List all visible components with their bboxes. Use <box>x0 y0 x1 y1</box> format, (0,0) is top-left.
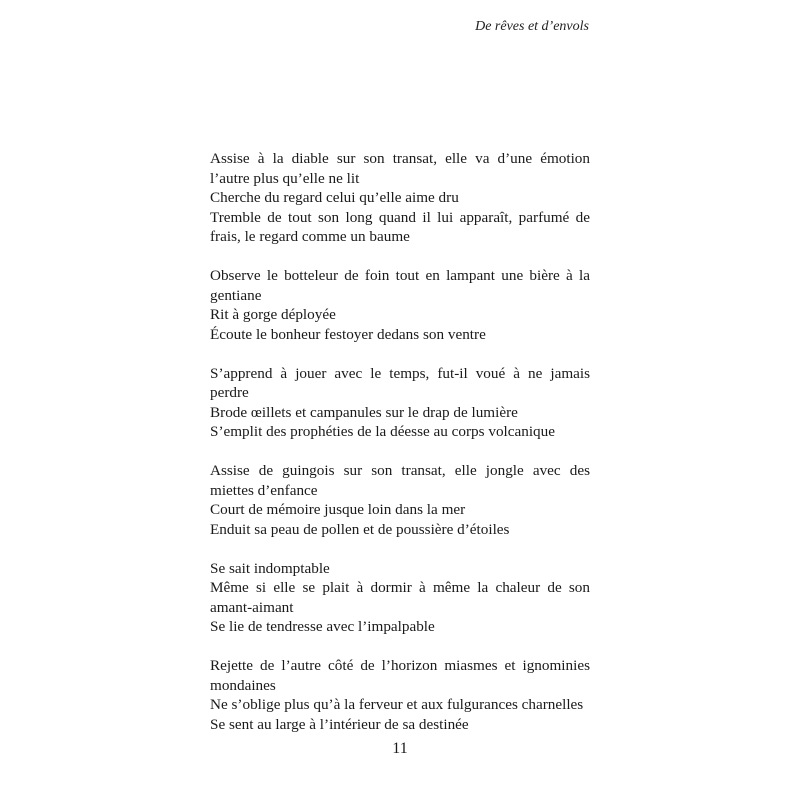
verse-line: Enduit sa peau de pollen et de poussière d’étoiles <box>210 520 510 538</box>
verse-line: Assise à la diable sur son transat, elle va d’une émotion l’autre plus qu’elle ne lit <box>210 150 590 187</box>
verse-line: Brode œillets et campanules sur le drap de lumière <box>210 403 518 421</box>
stanza <box>210 149 590 247</box>
verse-line: Tremble de tout son long quand il lui apparaît, parfumé de frais, le regard comme un baume <box>210 208 590 245</box>
verse-line: Cherche du regard celui qu’elle aime dru <box>210 189 459 206</box>
verse-line: Se sent au large à l’intérieur de sa destinée <box>210 715 469 733</box>
stanza <box>210 656 590 734</box>
verse-line: S’apprend à jouer avec le temps, fut-il voué à ne jamais perdre <box>210 364 590 401</box>
verse-line: Rejette de l’autre côté de l’horizon miasmes et ignominies mondaines <box>210 657 590 694</box>
stanza <box>210 266 590 344</box>
verse-line: Même si elle se plait à dormir à même la chaleur de son amant-aimant <box>210 579 590 616</box>
verse-line: Ne s’oblige plus qu’à la ferveur et aux fulgurances charnelles <box>210 696 584 713</box>
verse-line: S’emplit des prophéties de la déesse au corps volcanique <box>210 423 555 440</box>
verse-line: Assise de guingois sur son transat, elle jongle avec des miettes d’enfance <box>210 462 590 499</box>
verse-line: Se lie de tendresse avec l’impalpable <box>210 618 435 635</box>
page-number: 11 <box>392 740 408 757</box>
verse-line: Rit à gorge déployée <box>210 306 336 323</box>
stanza <box>210 461 590 539</box>
running-header-title: De rêves et d’envols <box>475 19 589 34</box>
poem-body <box>210 149 590 734</box>
stanza <box>210 559 590 637</box>
verse-line: Écoute le bonheur festoyer dedans son ventre <box>210 325 486 343</box>
verse-line: Se sait indomptable <box>210 559 330 577</box>
verse-line: Court de mémoire jusque loin dans la mer <box>210 501 466 518</box>
verse-line: Observe le botteleur de foin tout en lampant une bière à la gentiane <box>210 267 590 304</box>
stanza <box>210 364 590 442</box>
